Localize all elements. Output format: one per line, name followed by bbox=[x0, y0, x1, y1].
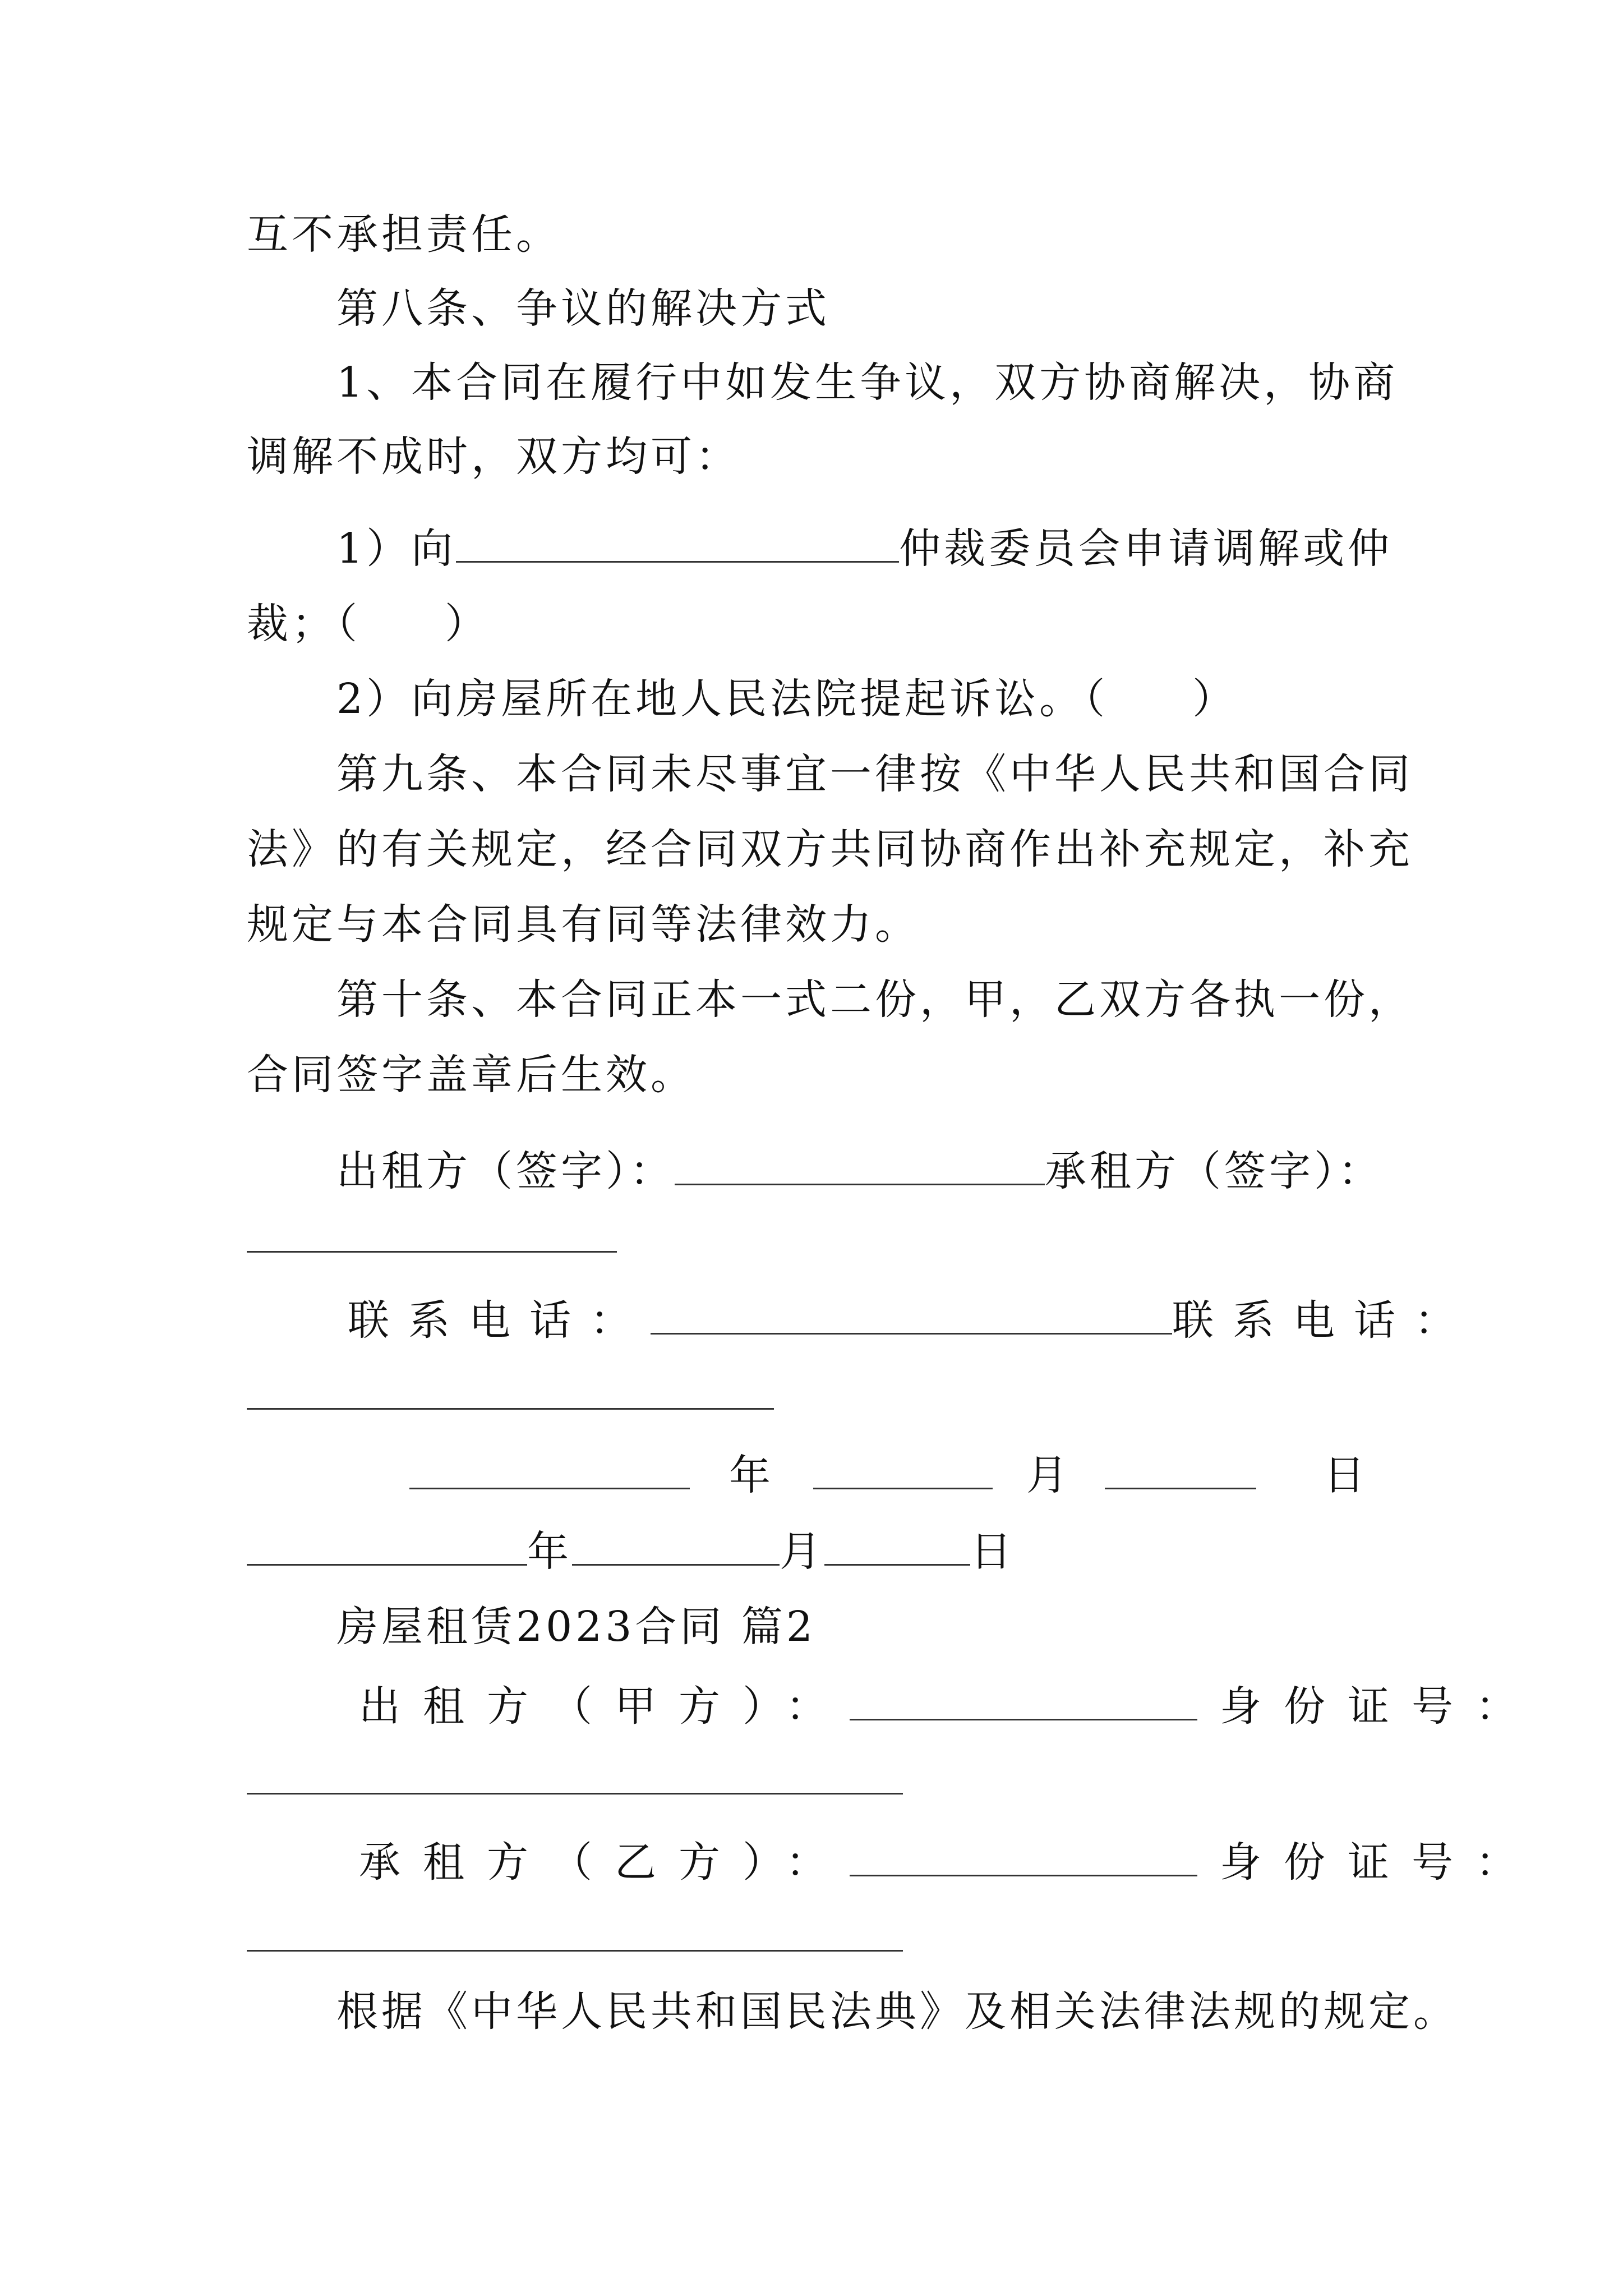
year-blank[interactable] bbox=[409, 1448, 690, 1489]
party-b-blank[interactable] bbox=[850, 1835, 1197, 1876]
day-blank[interactable] bbox=[1105, 1448, 1256, 1489]
party-b-label: 承租方（乙方）： bbox=[359, 1838, 850, 1887]
article-heading: 第八条、争议的解决方式 bbox=[336, 284, 830, 333]
month-blank[interactable] bbox=[572, 1525, 780, 1566]
lessor-phone-label: 联系电话： bbox=[348, 1296, 651, 1345]
text-fragment: 2）向房屋所在地人民法院提起诉讼。（ bbox=[336, 675, 1109, 723]
party-b-line bbox=[359, 1834, 1539, 1890]
month-label: 月 bbox=[780, 1527, 824, 1576]
id-b-label: 身份证号： bbox=[1220, 1838, 1539, 1887]
arbitration-blank[interactable] bbox=[456, 522, 899, 563]
day-label: 日 bbox=[1324, 1451, 1368, 1499]
party-a-line bbox=[359, 1678, 1539, 1734]
id-b-blank[interactable] bbox=[247, 1950, 903, 1952]
year-label: 年 bbox=[527, 1527, 572, 1576]
text-line bbox=[336, 671, 1237, 727]
lessee-sign-blank[interactable] bbox=[247, 1251, 617, 1253]
arbitration-line bbox=[336, 521, 1393, 577]
day-blank[interactable] bbox=[824, 1525, 970, 1566]
id-a-blank[interactable] bbox=[247, 1793, 903, 1795]
lessor-phone-blank[interactable] bbox=[651, 1294, 1172, 1335]
text-line: 规定与本合同具有同等法律效力。 bbox=[247, 900, 920, 949]
text-line: 合同签字盖章后生效。 bbox=[247, 1051, 695, 1099]
lessor-sign-label: 出租方（签字）： bbox=[336, 1147, 675, 1195]
lessor-sign-blank[interactable] bbox=[675, 1144, 1045, 1185]
id-a-label: 身份证号： bbox=[1220, 1682, 1539, 1731]
month-blank[interactable] bbox=[813, 1448, 993, 1489]
date-line bbox=[247, 1524, 1015, 1580]
text-line: 互不承担责任。 bbox=[247, 210, 561, 259]
lessee-phone-blank[interactable] bbox=[247, 1408, 774, 1410]
phone-line bbox=[348, 1292, 1475, 1349]
party-a-label: 出租方（甲方）： bbox=[359, 1682, 850, 1731]
month-label: 月 bbox=[1026, 1451, 1071, 1499]
text-line: 第九条、本合同未尽事宜一律按《中华人民共和国合同 bbox=[336, 750, 1413, 798]
text-fragment: 仲裁委员会申请调解或仲 bbox=[899, 524, 1393, 573]
signature-line bbox=[336, 1143, 1383, 1199]
year-blank[interactable] bbox=[247, 1525, 527, 1566]
year-label: 年 bbox=[729, 1451, 774, 1499]
text-line: 1、本合同在履行中如发生争议，双方协商解决，协商 bbox=[336, 358, 1399, 407]
text-fragment: ） bbox=[445, 600, 490, 648]
text-line: 根据《中华人民共和国民法典》及相关法律法规的规定。 bbox=[336, 1987, 1458, 2036]
text-fragment: 1）向 bbox=[336, 524, 457, 573]
text-line: 第十条、本合同正本一式二份，甲，乙双方各执一份， bbox=[336, 976, 1413, 1024]
day-label: 日 bbox=[970, 1527, 1015, 1576]
text-line: 法》的有关规定，经合同双方共同协商作出补充规定，补充 bbox=[247, 825, 1413, 873]
text-fragment: ） bbox=[1192, 675, 1238, 723]
lessee-sign-label: 承租方（签字）： bbox=[1045, 1147, 1383, 1195]
party-a-blank[interactable] bbox=[850, 1680, 1197, 1720]
text-line: 调解不成时，双方均可： bbox=[247, 432, 740, 481]
section-title: 房屋租赁2023合同 篇2 bbox=[336, 1603, 816, 1651]
text-line bbox=[247, 596, 490, 652]
text-fragment: 裁；（ bbox=[247, 600, 361, 648]
date-line bbox=[409, 1447, 1368, 1503]
lessee-phone-label: 联系电话： bbox=[1172, 1296, 1475, 1345]
